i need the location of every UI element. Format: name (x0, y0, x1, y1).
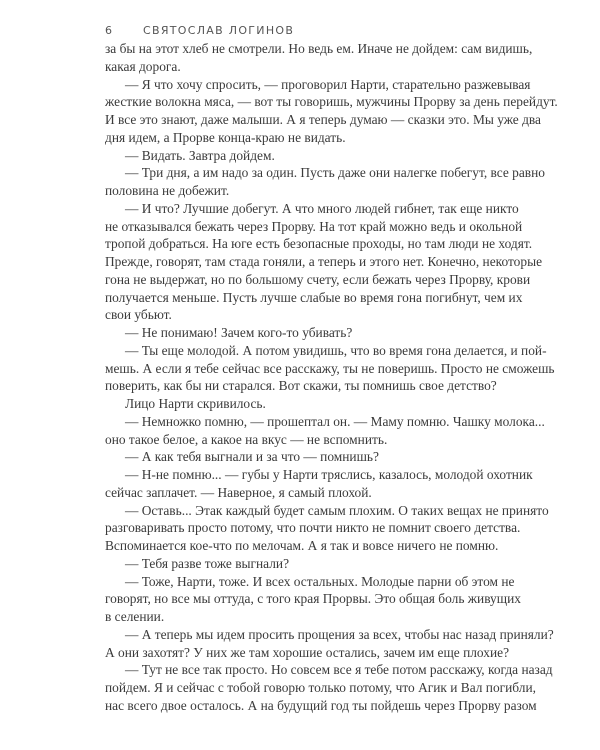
text-line: Вспоминается кое-что по мелочам. А я так и вовсе ничего не помню. (105, 538, 499, 553)
text-line: — Видать. Завтра дойдем. (125, 147, 275, 163)
text-line: — Н-не помню... — губы у Нарти тряслись, казалось, молодой охотник (125, 467, 533, 482)
text-line: — А теперь мы идем просить прощения за всех, чтобы нас назад приняли? (125, 626, 554, 642)
text-line: — Тут не все так просто. Но совсем все я тебе потом расскажу, когда назад (125, 662, 553, 678)
paragraph (105, 626, 554, 662)
paragraph (105, 76, 558, 147)
text-line: Прежде, говорят, там стада гоняли, а теперь и этого нет. Конечно, некоторые (105, 254, 543, 269)
text-line: нас всего двое осталось. А на будущий год ты пойдешь через Прорву разом (105, 697, 537, 713)
text-line: — Ты еще молодой. А потом увидишь, что во время гона делается, и пой- (125, 342, 547, 358)
text-line: в селении. (105, 609, 165, 624)
text-line: дня идем, а Прорве конца-краю не видать. (105, 129, 346, 145)
paragraph (105, 448, 505, 466)
paragraph (105, 40, 533, 76)
text-line: — Не понимаю! Зачем кого-то убивать? (125, 325, 353, 340)
text-line: жесткие волокна мяса, — вот ты говоришь, мужчины Прорву за день перейдут. (105, 94, 558, 110)
paragraph (105, 200, 543, 324)
text-line: И все это знают, даже малыши. А я теперь думаю — сказки это. Мы уже два (105, 112, 541, 127)
author-name: СВЯТОСЛАВ ЛОГИНОВ (143, 24, 295, 37)
text-line: поверить, как бы ни старался. Вот скажи, ты помнишь свое детство? (105, 378, 497, 394)
text-line: — Тебя разве тоже выгнали? (125, 555, 290, 571)
paragraph (105, 555, 505, 573)
text-line: — Три дня, а им надо за один. Пусть даже они налегке побегут, все равно (125, 165, 545, 181)
text-line: разговаривать просто потому, что почти никто не помнит своего детства. (105, 520, 521, 536)
paragraph (105, 661, 553, 714)
text-line: гона не выдержат, но по большому счету, если бежать через Прорву, крови (105, 271, 531, 287)
running-header (105, 24, 294, 37)
paragraph (105, 164, 545, 200)
text-line: оно такое белое, а какое на вкус — не вспомнить. (105, 431, 388, 447)
text-line: какая дорога. (105, 58, 181, 74)
text-line: тропой добраться. На юге есть безопасные проходы, но там люди не ходят. (105, 236, 533, 252)
paragraph (105, 342, 555, 395)
body-text (105, 40, 558, 715)
text-line: говорят, но все мы оттуда, с того края Прорвы. Это общая боль живущих (105, 591, 521, 607)
text-line: сейчас заплачет. — Наверное, я самый плохой. (105, 484, 372, 500)
text-line: свои убьют. (105, 307, 172, 323)
paragraph (105, 395, 505, 413)
text-line: — Немножко помню, — прошептал он. — Маму помню. Чашку молока... (125, 413, 545, 429)
paragraph (105, 324, 505, 342)
text-line: мешь. А если я тебе сейчас все расскажу, ты не поверишь. Просто не сможешь (105, 360, 555, 376)
text-line: — Оставь... Этак каждый будет самым плохим. О таких вещах не принято (125, 502, 549, 518)
text-line: не отказывался бежать через Прорву. На тот край можно ведь и окольной (105, 218, 523, 234)
paragraph (105, 413, 545, 449)
paragraph (105, 573, 521, 626)
page-number: 6 (105, 24, 114, 37)
text-line: — Тоже, Нарти, тоже. И всех остальных. Молодые парни об этом не (125, 573, 515, 589)
text-line: — И что? Лучшие добегут. А что много людей гибнет, так еще никто (125, 200, 519, 216)
text-line: — А как тебя выгнали и за что — помнишь? (125, 449, 379, 465)
paragraph (105, 147, 505, 165)
paragraph (105, 502, 549, 555)
text-line: Лицо Нарти скривилось. (125, 396, 266, 411)
text-line: за бы на этот хлеб не смотрели. Но ведь ем. Иначе не дойдем: сам видишь, (105, 41, 533, 56)
text-line: А они захотят? У них же там хорошие остались, зачем им еще плохие? (105, 644, 510, 660)
text-line: половина не добежит. (105, 183, 230, 198)
text-line: получается меньше. Пусть лучше слабые во время гона погибнут, чем их (105, 289, 523, 305)
paragraph (105, 466, 533, 502)
text-line: — Я что хочу спросить, — проговорил Нарти, старательно разжевывая (125, 76, 531, 92)
text-line: пойдем. Я и сейчас с тобой говорю только потому, что Агик и Вал погибли, (105, 680, 536, 695)
